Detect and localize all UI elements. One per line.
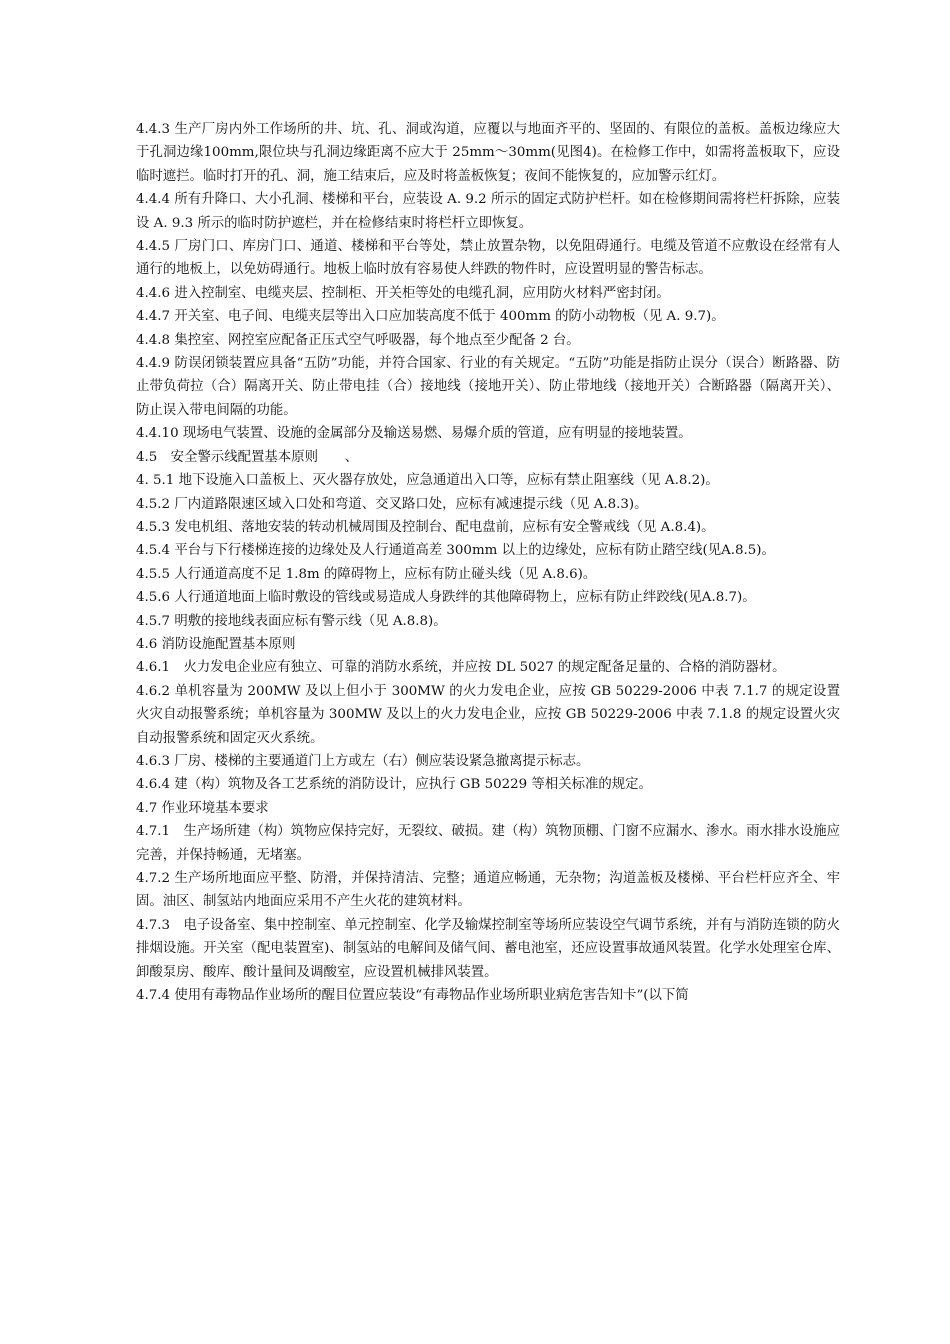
document-page [136, 118, 840, 1007]
paragraph-4-6-3: 4.6.3 厂房、楼梯的主要通道门上方或左（右）侧应装设紧急撤离提示标志。 [136, 753, 590, 769]
paragraph-4-7-3: 4.7.3 电子设备室、集中控制室、单元控制室、化学及输煤控制室等场所应装设空气调节系统，并有与消防连锁的防火排烟设施。开关室（配电装置室)、制氢站的电解间及储气间、蓄电池室，还应设置事故通风装置。化学水处理室仓库、卸酸泵房、酸库、酸计量间及调酸室，应设置机械排风装置。 [136, 917, 840, 980]
paragraph-4-7-4: 4.7.4 使用有毒物品作业场所的醒目位置应装设“有毒物品作业场所职业病危害告知卡”(以下简 [136, 988, 689, 1004]
paragraph-4-5-6: 4.5.6 人行通道地面上临时敷设的管线或易造成人身跌绊的其他障碍物上，应标有防止绊跤线(见A.8.7)。 [136, 590, 756, 606]
paragraph-4-5-1: 4. 5.1 地下设施入口盖板上、灭火器存放处，应急通道出入口等，应标有禁止阻塞线（见 A.8.2)。 [136, 473, 719, 489]
paragraph-4-4-3: 4.4.3 生产厂房内外工作场所的井、坑、孔、洞或沟道，应覆以与地面齐平的、坚固的、有限位的盖板。盖板边缘应大于孔洞边缘100mm,限位块与孔洞边缘距离不应大于 25mm～30mm(见图4)。在检修工作中，如需将盖板取下，应设临时遮拦。临时打开的孔、洞，施工结束后，应及时将盖板恢复；夜间不能恢复的，应加警示红灯。 [136, 122, 840, 184]
paragraph-4-4-9: 4.4.9 防误闭锁装置应具备“五防”功能，并符合国家、行业的有关规定。“五防”功能是指防止误分（误合）断路器、防止带负荷拉（合）隔离开关、防止带电挂（合）接地线（接地开关）、防止带地线（接地开关）合断路器（隔离开关）、防止误入带电间隔的功能。 [136, 356, 840, 418]
paragraph-4-4-8: 4.4.8 集控室、网控室应配备正压式空气呼吸器，每个地点至少配备 2 台。 [136, 332, 580, 348]
paragraph-4-4-5: 4.4.5 厂房门口、库房门口、通道、楼梯和平台等处，禁止放置杂物，以免阻碍通行。电缆及管道不应敷设在经常有人通行的地板上，以免妨碍通行。地板上临时放有容易使人绊跌的物件时，应设置明显的警告标志。 [136, 239, 840, 278]
paragraph-4-5-7: 4.5.7 明敷的接地线表面应标有警示线（见 A.8.8)。 [136, 613, 447, 629]
section-heading-4-7: 4.7 作业环境基本要求 [136, 800, 269, 816]
section-heading-4-6: 4.6 消防设施配置基本原则 [136, 636, 296, 652]
paragraph-4-6-2: 4.6.2 单机容量为 200MW 及以上但小于 300MW 的火力发电企业，应按 GB 50229-2006 中表 7.1.7 的规定设置火灾自动报警系统；单机容量为 300MW 及以上的火力发电企业，应按 GB 50229-2006 中表 7.1.8 的规定设置火灾自动报警系统和固定灭火系统。 [136, 683, 840, 746]
paragraph-4-4-10: 4.4.10 现场电气装置、设施的金属部分及输送易燃、易爆介质的管道，应有明显的接地装置。 [136, 426, 692, 442]
paragraph-4-5-3: 4.5.3 发电机组、落地安装的转动机械周围及控制台、配电盘前，应标有安全警戒线（见 A.8.4)。 [136, 519, 715, 535]
paragraph-4-5-2: 4.5.2 厂内道路限速区域入口处和弯道、交叉路口处，应标有减速提示线（见 A.8.3)。 [136, 496, 648, 512]
paragraph-4-5-5: 4.5.5 人行通道高度不足 1.8m 的障碍物上，应标有防止碰头线（见 A.8.6)。 [136, 566, 597, 582]
paragraph-4-6-4: 4.6.4 建（构）筑物及各工艺系统的消防设计，应执行 GB 50229 等相关标准的规定。 [136, 777, 652, 793]
paragraph-4-6-1: 4.6.1 火力发电企业应有独立、可靠的消防水系统，并应按 DL 5027 的规定配备足量的、合格的消防器材。 [136, 660, 786, 676]
paragraph-4-4-6: 4.4.6 进入控制室、电缆夹层、控制柜、开关柜等处的电缆孔洞，应用防火材料严密封闭。 [136, 285, 670, 301]
paragraph-4-5-4: 4.5.4 平台与下行楼梯连接的边缘处及人行通道高差 300mm 以上的边缘处，应标有防止踏空线(见A.8.5)。 [136, 543, 775, 559]
section-heading-4-5: 4.5 安全警示线配置基本原则 、 [136, 449, 359, 465]
paragraph-4-4-7: 4.4.7 开关室、电子间、电缆夹层等出入口应加装高度不低于 400mm 的防小动物板（见 A. 9.7)。 [136, 309, 725, 325]
paragraph-4-7-2: 4.7.2 生产场所地面应平整、防滑，并保持清洁、完整；通道应畅通，无杂物；沟道盖板及楼梯、平台栏杆应齐全、牢固。油区、制氢站内地面应采用不产生火花的建筑材料。 [136, 871, 840, 910]
paragraph-4-7-1: 4.7.1 生产场所建（构）筑物应保持完好，无裂纹、破损。建（构）筑物顶棚、门窗不应漏水、渗水。雨水排水设施应完善，并保持畅通，无堵塞。 [136, 824, 840, 863]
paragraph-4-4-4: 4.4.4 所有升降口、大小孔洞、楼梯和平台，应装设 A. 9.2 所示的固定式防护栏杆。如在检修期间需将栏杆拆除，应装设 A. 9.3 所示的临时防护遮栏，并在检修结束时将栏杆立即恢复。 [136, 192, 840, 231]
